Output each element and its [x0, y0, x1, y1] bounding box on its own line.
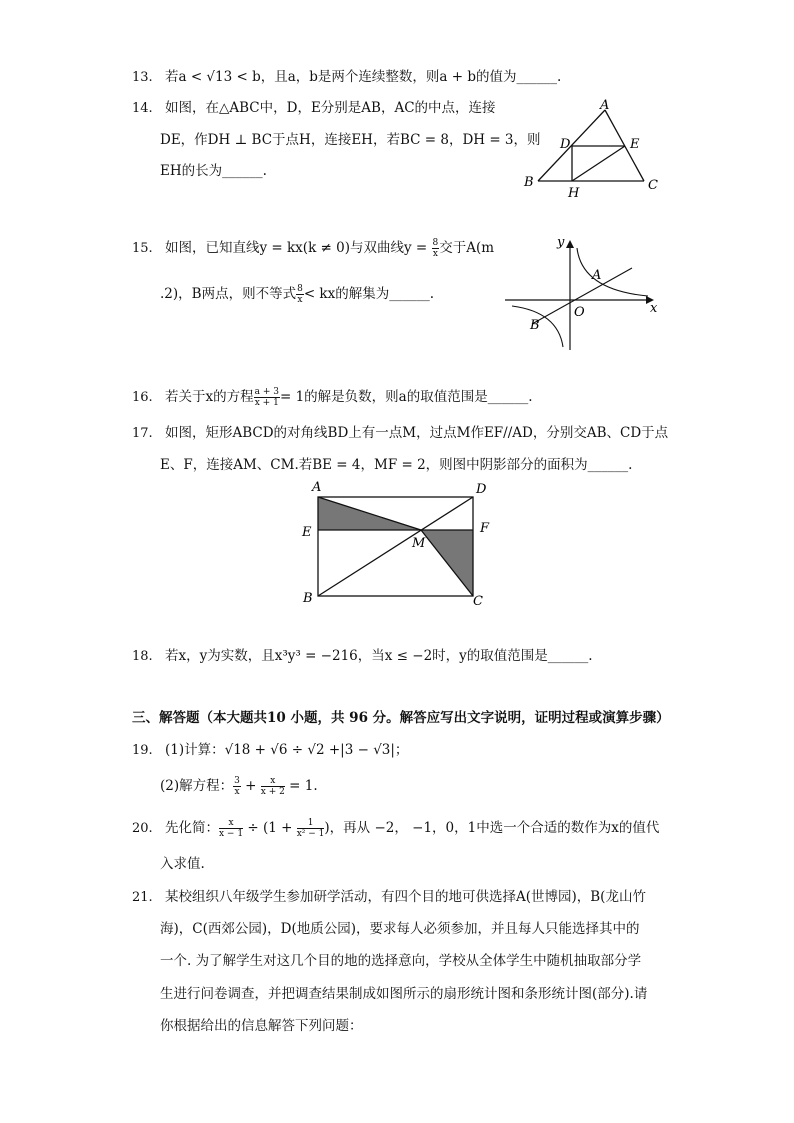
- question-text-line: )，再从 −2， −1，0，1中选一个合适的数作为x的值代: [324, 820, 660, 836]
- question-text: 若x，y为实数，且x³y³ = −216，当x ≤ −2时，y的取值范围是______.: [164, 648, 593, 664]
- question-16: [132, 387, 533, 408]
- question-text-line: .2)，B两点，则不等式: [160, 286, 297, 302]
- question-number: 15.: [132, 241, 153, 256]
- fraction: $\frac{3}{x}$: [234, 776, 240, 797]
- question-text-line: < kx的解集为______.: [303, 286, 435, 302]
- label-A: A: [592, 268, 602, 283]
- section-title: 三、解答题（本大题共10 小题，共 96 分。解答应写出文字说明，证明过程或演算步骤）: [132, 710, 670, 726]
- question-text-line: E、F，连接AM、CM.若BE = 4，MF = 2，则图中阴影部分的面积为______.: [160, 457, 633, 473]
- label-O: O: [574, 305, 585, 320]
- question-text-line: = 1的解是负数，则a的取值范围是______.: [279, 389, 533, 405]
- question-13: [132, 68, 561, 87]
- label-x: x: [650, 301, 658, 316]
- question-number: 14.: [132, 101, 153, 116]
- fraction: $\frac{1}{\text{x² − 1}}$: [296, 818, 325, 839]
- question-text-line: 某校组织八年级学生参加研学活动，有四个目的地可供选择A(世博园)，B(龙山竹: [164, 889, 646, 905]
- question-number: 17.: [132, 426, 153, 441]
- label-H: H: [568, 186, 580, 201]
- question-text-line: EH的长为______.: [160, 163, 267, 179]
- triangle-figure: [520, 98, 670, 203]
- fraction: $\frac{8}{x}$: [432, 238, 439, 259]
- label-y: y: [557, 235, 565, 250]
- label-C: C: [648, 178, 658, 193]
- question-number: 21.: [132, 890, 153, 905]
- question-text-line: 一个. 为了解学生对这几个目的地的选择意向，学校从全体学生中随机抽取部分学: [160, 953, 642, 969]
- question-text-line: 入求值.: [160, 856, 205, 872]
- label-D: D: [560, 137, 571, 152]
- question-text-line: 若关于x的方程: [164, 389, 254, 405]
- fraction: $\frac{8}{x}$: [297, 284, 303, 305]
- question-number: 20.: [132, 821, 153, 836]
- label-C: C: [473, 594, 483, 609]
- question-text: 若a < √13 < b，且a，b是两个连续整数，则a + b的值为______.: [164, 69, 562, 85]
- question-text-line: 如图，矩形ABCD的对角线BD上有一点M，过点M作EF//AD，分别交AB、CD于点: [164, 425, 669, 441]
- fraction: $\frac{x}{x - 1}$: [218, 818, 244, 839]
- question-text-line: (2)解方程：: [160, 778, 234, 794]
- label-B: B: [303, 591, 313, 606]
- question-number: 18.: [132, 649, 153, 664]
- question-19: [132, 741, 408, 760]
- question-text-line: 你根据给出的信息解答下列问题：: [160, 1018, 363, 1034]
- label-A: A: [312, 480, 322, 495]
- question-number: 19.: [132, 743, 153, 758]
- question-text-line: DE，作DH ⊥ BC于点H，连接EH，若BC = 8，DH = 3，则: [160, 132, 541, 148]
- label-B: B: [530, 318, 540, 333]
- question-18: [132, 647, 593, 666]
- question-21: [132, 888, 646, 907]
- question-text-line: 交于A(m: [439, 240, 495, 256]
- question-19-part2: (2)解方程： $\frac{3}{x}$ + $\frac{x}{x + 2}$ = 1.: [160, 776, 318, 797]
- question-text-line: 如图，在△ABC中，D，E分别是AB，AC的中点，连接: [164, 100, 496, 116]
- label-E: E: [630, 137, 640, 152]
- label-B: B: [524, 175, 534, 190]
- label-E: E: [302, 525, 312, 540]
- hyperbola-figure: [500, 232, 665, 352]
- question-text-line: 海)，C(西郊公园)，D(地质公园)，要求每人必须参加，并且每人只能选择其中的: [160, 921, 640, 937]
- question-text-line: 先化简：: [164, 820, 219, 836]
- label-F: F: [480, 521, 490, 536]
- question-17: [132, 424, 668, 443]
- question-text-line: 如图，已知直线y = kx(k ≠ 0)与双曲线y =: [164, 240, 432, 256]
- question-text-line: (1)计算：√18 + √6 ÷ √2 +|3 − √3|；: [164, 742, 409, 758]
- question-20: 20. 先化简： $\frac{x}{x - 1}$ ÷ (1 + $\frac{1}{\text{x² − 1}}$ )，再从 −2， −1，0，1中选一个合适的数作为x的值代: [132, 818, 660, 839]
- question-number: 13.: [132, 70, 153, 85]
- question-15-line2: [160, 284, 434, 305]
- label-D: D: [476, 482, 487, 497]
- question-text-line: 生进行问卷调查，并把调查结果制成如图所示的扇形统计图和条形统计图(部分).请: [160, 986, 648, 1002]
- question-15: [132, 238, 494, 259]
- rectangle-figure: [295, 478, 500, 610]
- fraction: $\frac{x}{x + 2}$: [260, 776, 285, 797]
- question-14: [132, 99, 496, 118]
- label-M: M: [412, 536, 426, 551]
- question-number: 16.: [132, 390, 153, 405]
- question-text-line: = 1.: [284, 778, 318, 794]
- fraction: $\frac{a + 3}{x + 1}$: [254, 387, 279, 408]
- label-A: A: [600, 98, 610, 113]
